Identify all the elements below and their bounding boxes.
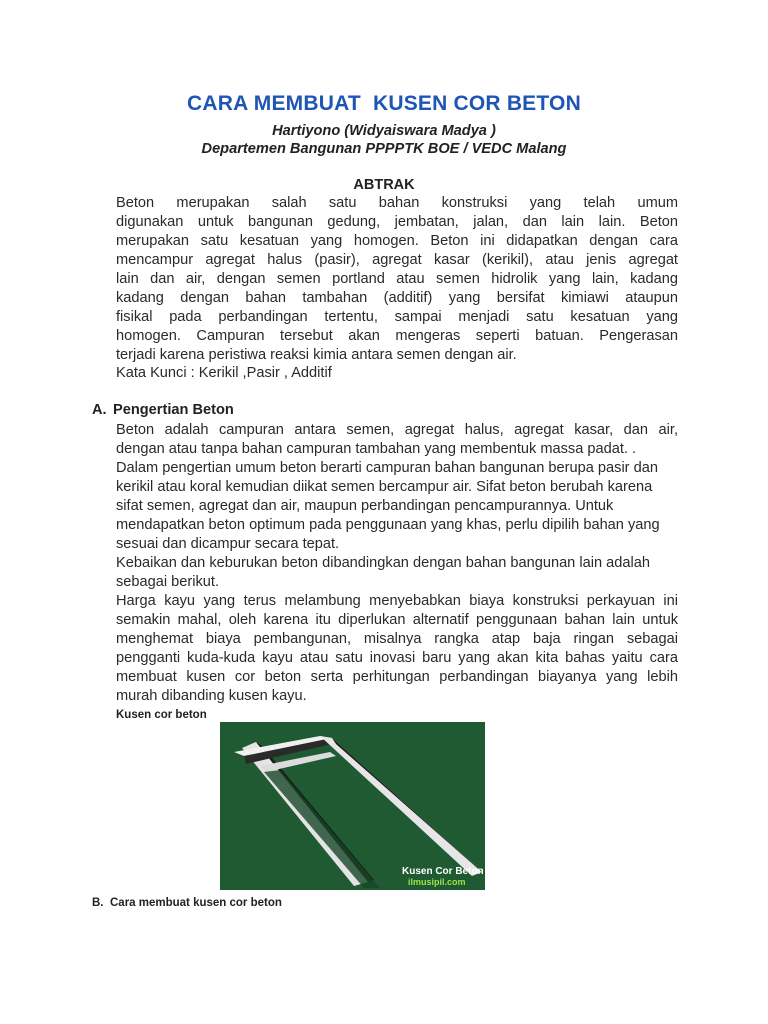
section-a-line: mendapatkan beton optimum pada penggunaan yang khas, perlu dipilih bahan yang (116, 517, 660, 533)
section-a-line: Beton adalah campuran antara semen, agregat halus, agregat kasar, dan air, (116, 422, 678, 438)
affiliation-line: Departemen Bangunan PPPPTK BOE / VEDC Malang (201, 141, 567, 157)
section-a-line: pengganti kuda-kuda kayu atau satu inovasi baru yang akan kita bahas yaitu cara (116, 650, 678, 666)
abstract-line: fisikal pada perbandingan tertentu, sampai menjadi satu kesatuan yang (116, 309, 678, 325)
document-title: CARA MEMBUAT KUSEN COR BETON (187, 92, 581, 115)
section-a-number: A. (92, 402, 107, 418)
figure-label-title: Kusen Cor Beton (402, 866, 484, 877)
abstract-paragraph (116, 194, 678, 365)
section-b-heading (92, 897, 282, 909)
section-a-line: menghemat biaya pembangunan, misalnya rangka atap baja ringan sebagai (116, 631, 678, 647)
section-a-heading (92, 402, 234, 418)
section-a-title: Pengertian Beton (113, 402, 234, 418)
section-a-line: sebagai berikut. (116, 574, 220, 590)
section-a-line: Harga kayu yang terus melambung menyebabkan biaya konstruksi perkayuan ini (116, 593, 678, 609)
abstract-line: homogen. Campuran tersebut akan mengeras seperti batuan. Pengerasan (116, 328, 678, 344)
section-a-line: semakin mahal, oleh karena itu diperlukan alternatif penggunaan bahan lain untuk (116, 612, 678, 628)
abstract-line: Beton merupakan salah satu bahan konstruksi yang telah umum (116, 195, 678, 211)
kusen-figure (220, 722, 485, 890)
abstract-line: merupakan satu kesatuan yang homogen. Beton ini didapatkan dengan cara (116, 233, 678, 249)
keywords-line: Kata Kunci : Kerikil ,Pasir , Additif (116, 365, 332, 381)
section-a-line: sifat semen, agregat dan air, maupun perbandingan pencampurannya. Untuk (116, 498, 614, 514)
section-a-line: Kebaikan dan keburukan beton dibandingkan dengan bahan bangunan lain adalah (116, 555, 650, 571)
section-a-line: membuat kusen cor beton serta perhitungan perbandingan biayanya yang lebih (116, 669, 678, 685)
abstract-line: mencampur agregat halus (pasir), agregat kasar (kerikil), atau jenis agregat (116, 252, 678, 268)
section-a-line: murah dibanding kusen kayu. (116, 688, 307, 704)
section-a-line: kerikil atau koral kemudian diikat semen bercampur air. Sifat beton berubah karena (116, 479, 653, 495)
kusen-frame-illustration (220, 722, 485, 890)
abstract-line: kadang dengan bahan tambahan (additif) yang bersifat kimiawi ataupun (116, 290, 678, 306)
abstract-line: digunakan untuk bangunan gedung, jembatan, jalan, dan lain lain. Beton (116, 214, 678, 230)
abstract-line: lain dan air, dengan semen portland atau semen hidrolik yang lain, kadang (116, 271, 678, 287)
section-a-body (116, 421, 678, 706)
section-a-line: Dalam pengertian umum beton berarti campuran bahan bangunan berupa pasir dan (116, 460, 658, 476)
section-b-number: B. (92, 897, 104, 909)
abstract-heading: ABTRAK (353, 177, 415, 193)
figure-label-site: ilmusipil.com (408, 877, 466, 887)
section-a-line: sesuai dan dicampur secara tepat. (116, 536, 340, 552)
section-a-line: dengan atau tanpa bahan campuran tambahan yang membentuk massa padat. . (116, 441, 637, 457)
abstract-line: terjadi karena peristiwa reaksi kimia antara semen dengan air. (116, 347, 517, 363)
section-b-title: Cara membuat kusen cor beton (110, 897, 282, 909)
author-line: Hartiyono (Widyaiswara Madya ) (272, 123, 496, 139)
figure-caption: Kusen cor beton (116, 709, 207, 721)
